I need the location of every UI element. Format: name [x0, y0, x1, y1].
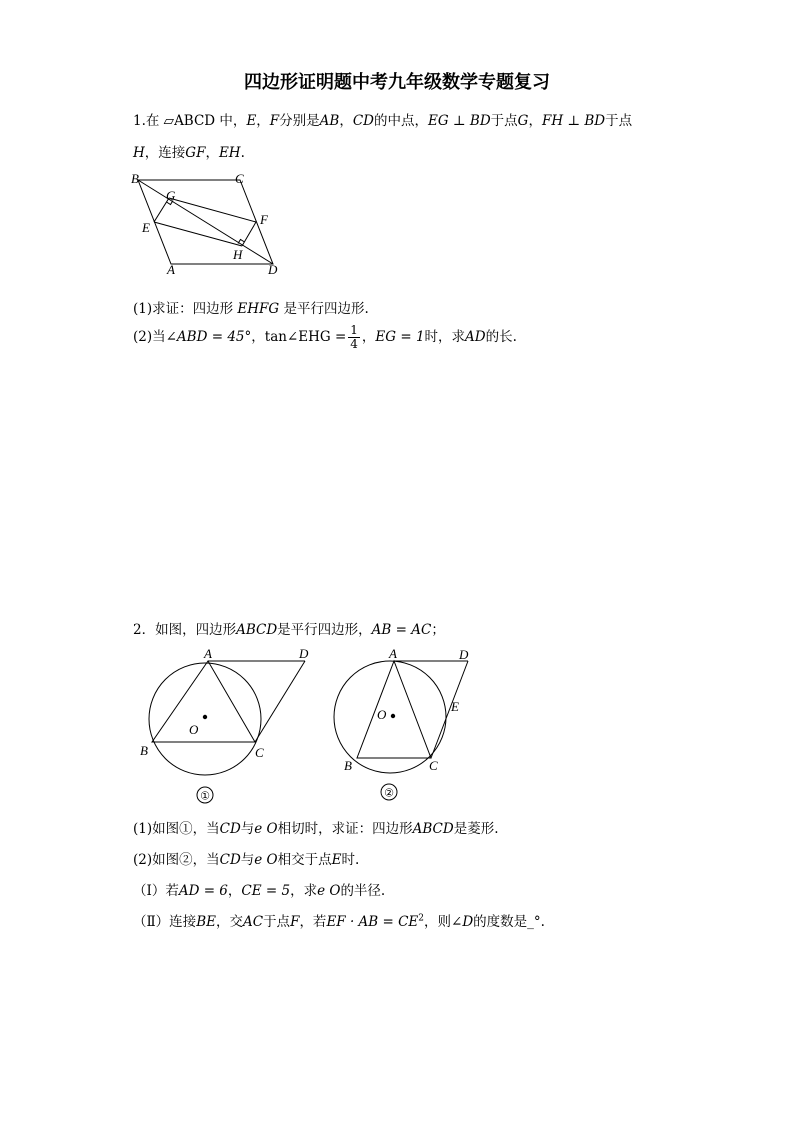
- label-b-fig2: B: [344, 758, 352, 773]
- circle-o-fig2: [334, 661, 446, 773]
- q1-part2: (2)当∠ABD = 45°，tan∠EHG = $\frac{1}{4}$ ，EG = 1时，求AD的长.: [133, 323, 517, 351]
- label-d-fig2: D: [459, 647, 469, 662]
- label-h: H: [233, 247, 243, 262]
- q2-part2: (2)如图②，当CD与e O相交于点E时.: [133, 852, 360, 868]
- center-o-fig2: [391, 714, 395, 718]
- circle-o-symbol: e O: [317, 883, 341, 899]
- label-a-fig1: A: [204, 646, 212, 661]
- triangle-abc-fig2: [357, 661, 431, 758]
- q1-statement-line2: H，连接GF，EH.: [133, 145, 245, 161]
- q1-parallelogram-figure: [125, 170, 295, 278]
- q2-intro: 2．如图，四边形ABCD是平行四边形，AB = AC；: [133, 622, 445, 638]
- label-o-fig1: O: [189, 722, 199, 737]
- q1-statement-line1: 1.在 ▱ABCD 中，E，F分别是AB，CD的中点，EG ⊥ BD于点G，FH ⊥ BD于点: [133, 113, 633, 129]
- label-e: E: [142, 220, 150, 235]
- label-b-fig1: B: [140, 743, 148, 758]
- segment-cd-fig1: [255, 661, 305, 742]
- center-o-fig1: [203, 715, 207, 719]
- label-c-fig2: C: [429, 758, 438, 773]
- q1-part1: (1)求证：四边形 EHFG 是平行四边形.: [133, 301, 369, 317]
- label-g: G: [166, 188, 176, 203]
- label-c: C: [235, 171, 244, 186]
- page-title: 四边形证明题中考九年级数学专题复习: [244, 72, 550, 93]
- caption-fig1: ①: [200, 790, 210, 803]
- segment-gf: [169, 198, 256, 222]
- caption-fig2: ②: [384, 787, 394, 800]
- diagonal-bd: [138, 180, 273, 264]
- label-o-fig2: O: [377, 707, 387, 722]
- circle-o-symbol: e O: [254, 821, 278, 837]
- triangle-abc-fig1: [152, 661, 255, 742]
- label-f: F: [260, 212, 268, 227]
- label-d-fig1: D: [299, 646, 309, 661]
- label-a: A: [167, 262, 175, 277]
- parallelogram-icon: ▱: [163, 113, 175, 129]
- q2-sub1: （Ⅰ）若AD = 6，CE = 5，求e O的半径.: [133, 883, 386, 899]
- label-b: B: [131, 171, 139, 186]
- q2-figure-1: [135, 643, 325, 808]
- segment-eh: [154, 222, 242, 246]
- q2-figure-2: [325, 643, 485, 808]
- label-d: D: [268, 262, 278, 277]
- label-c-fig1: C: [255, 745, 264, 760]
- circle-o-symbol: e O: [254, 852, 278, 868]
- label-e-fig2: E: [451, 699, 459, 714]
- figure-ref-1: ①: [179, 821, 193, 837]
- fraction-one-quarter: $\frac{1}{4}$: [350, 323, 358, 351]
- figure-ref-2: ②: [179, 852, 193, 868]
- segment-cd-fig2: [431, 661, 468, 758]
- segment-fh: [242, 222, 256, 246]
- label-a-fig2: A: [389, 646, 397, 661]
- q2-part1: (1)如图①，当CD与e O相切时，求证：四边形ABCD是菱形.: [133, 821, 499, 837]
- q2-sub2: （Ⅱ）连接BE，交AC于点F，若EF · AB = $CE^2$，则∠D的度数是_°.: [133, 913, 545, 930]
